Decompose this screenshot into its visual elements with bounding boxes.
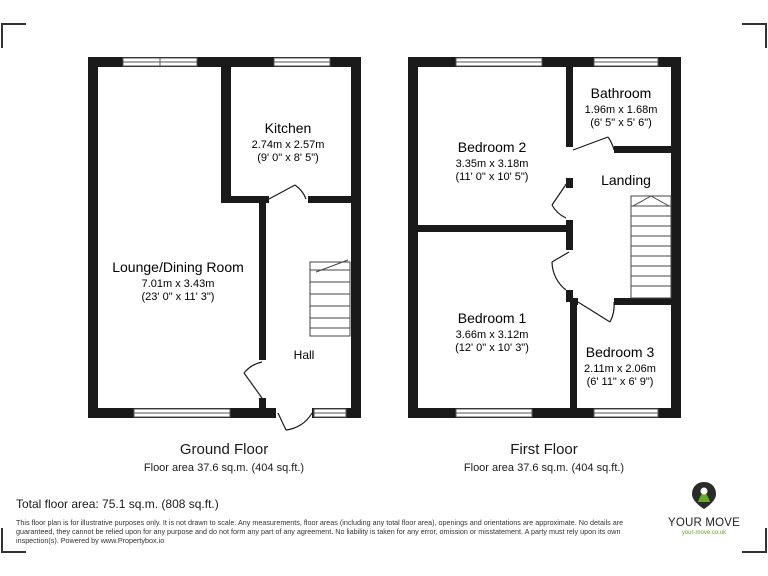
- logo-url: your-move.co.uk: [681, 530, 727, 536]
- lounge-dims-m: 7.01m x 3.43m: [141, 278, 215, 290]
- first-floor-stairs: [631, 196, 671, 298]
- bedroom1-dims-ft: (12' 0" x 10' 3"): [455, 342, 529, 354]
- total-floor-area: Total floor area: 75.1 sq.m. (808 sq.ft.): [16, 497, 219, 511]
- kitchen-dims-ft: (9' 0" x 8' 5"): [257, 152, 319, 164]
- bedroom2-dims-m: 3.35m x 3.18m: [455, 158, 529, 170]
- bedroom1-dims-m: 3.66m x 3.12m: [455, 329, 529, 341]
- kitchen-name: Kitchen: [264, 120, 312, 136]
- ground-floor-windows: [123, 58, 346, 417]
- lounge-dims-ft: (23' 0" x 11' 3"): [141, 291, 215, 303]
- first-floor-area: Floor area 37.6 sq.m. (404 sq.ft.): [463, 462, 625, 474]
- landing-name: Landing: [601, 172, 651, 188]
- bedroom3-dims-m: 2.11m x 2.06m: [584, 363, 656, 375]
- bathroom-name: Bathroom: [590, 85, 652, 101]
- ground-floor-area: Floor area 37.6 sq.m. (404 sq.ft.): [143, 462, 305, 474]
- logo-name: YOUR MOVE: [667, 517, 741, 529]
- bathroom-dims-m: 1.96m x 1.68m: [584, 104, 658, 116]
- first-floor-title: First Floor: [510, 441, 578, 458]
- bathroom-dims-ft: (6' 5" x 5' 6"): [590, 117, 652, 129]
- ground-floor-doors: [244, 185, 312, 430]
- ground-floor-plan: [88, 57, 361, 430]
- bedroom3-dims-ft: (6' 11" x 6' 9"): [586, 376, 654, 388]
- first-floor-plan: [408, 57, 681, 418]
- bedroom2-name: Bedroom 2: [457, 139, 527, 155]
- ground-floor-walls: [88, 57, 361, 418]
- hall-name: Hall: [293, 348, 315, 362]
- ground-floor-title: Ground Floor: [179, 441, 269, 458]
- disclaimer: This floor plan is for illustrative purposes only. It is not drawn to scale. Any measurements, floor areas (including any total floor area), openings and orientations are approximate. No details are guaranteed, they cannot be relied upon for any purpose and do not form any part of any agreement. No liability is taken for any error, omission or misstatement. A party must rely upon its own inspection(s). Powered by www.Propertybox.io: [16, 518, 624, 545]
- your-move-logo: [656, 480, 752, 536]
- lounge-name: Lounge/Dining Room: [112, 259, 244, 275]
- bedroom3-name: Bedroom 3: [585, 344, 655, 360]
- bedroom2-dims-ft: (11' 0" x 10' 5"): [455, 171, 529, 183]
- ground-floor-stairs: [310, 260, 350, 336]
- kitchen-dims-m: 2.74m x 2.57m: [251, 139, 325, 151]
- bedroom1-name: Bedroom 1: [457, 310, 527, 326]
- pin-icon: [689, 480, 719, 510]
